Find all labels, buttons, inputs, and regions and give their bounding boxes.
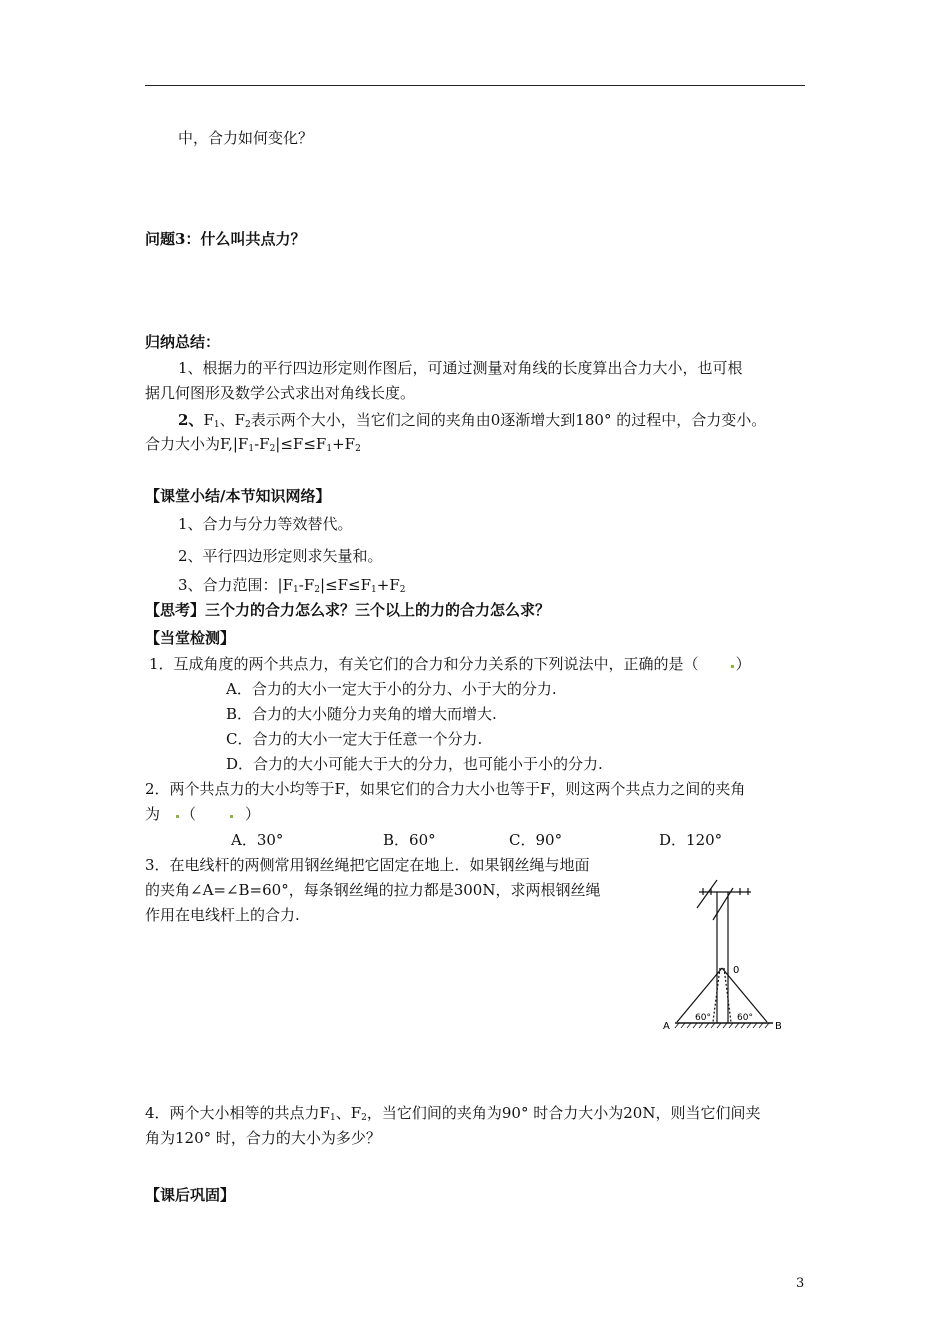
label-a: A	[663, 1021, 670, 1032]
class-summary-item-1: 1、合力与分力等效替代。	[178, 515, 353, 533]
answer-blank-marker	[176, 815, 179, 818]
text-line: 中，合力如何变化？	[178, 129, 314, 147]
question-2-option-a: A．30°	[231, 831, 284, 849]
question-4-cont: 角为120° 时，合力的大小为多少？	[145, 1129, 381, 1147]
check-heading: 【当堂检测】	[145, 629, 236, 647]
question-2-option-c: C．90°	[509, 831, 563, 849]
angle-a-label: 60°	[695, 1013, 711, 1023]
page-number: 3	[796, 1276, 805, 1291]
summary-item-2: 2、$F_1$、$F_2$表示两个大小，当它们之间的夹角由0逐渐增大到180° 的过程中，合力变小。	[178, 411, 767, 430]
question-1-option-b: B．合力的大小随分力夹角的增大而增大.	[226, 705, 497, 723]
question-2-cont: 为 （ ）	[145, 805, 261, 823]
class-summary-heading: 【课堂小结/本节知识网络】	[145, 487, 331, 505]
angle-b-label: 60°	[737, 1013, 753, 1023]
question-1: 1．互成角度的两个共点力，有关它们的合力和分力关系的下列说法中，正确的是（ ）	[149, 655, 751, 673]
question-2: 2．两个共点力的大小均等于F，如果它们的合力大小也等于F，则这两个共点力之间的夹角	[145, 780, 746, 798]
label-b: B	[775, 1021, 782, 1032]
question-3: 3．在电线杆的两侧常用钢丝绳把它固定在地上．如果钢丝绳与地面	[145, 856, 590, 874]
header-rule	[145, 85, 805, 86]
question-2-option-b: B．60°	[383, 831, 436, 849]
pole-diagram	[655, 870, 795, 1040]
summary-item-1-cont: 据几何图形及数学公式求出对角线长度。	[145, 384, 416, 402]
question-3-cont: 的夹角∠A=∠B=60°，每条钢丝绳的拉力都是300N，求两根钢丝绳	[145, 881, 601, 899]
summary-item-2-number: 2、	[178, 411, 204, 429]
think-prompt: 【思考】三个力的合力怎么求？三个以上的力的合力怎么求？	[145, 601, 551, 619]
question-1-option-d: D．合力的大小可能大于大的分力，也可能小于小的分力.	[226, 755, 603, 773]
summary-heading: 归纳总结：	[145, 333, 221, 351]
class-summary-item-3: 3、合力范围：$|F_1-F_2|\le F\le F_1+F_2$	[178, 576, 406, 595]
label-o: 0	[733, 965, 740, 976]
question-3-heading: 问题3：什么叫共点力？	[145, 230, 306, 248]
question-3-cont: 作用在电线杆上的合力.	[145, 906, 300, 924]
class-summary-item-2: 2、平行四边形定则求矢量和。	[178, 547, 383, 565]
after-class-heading: 【课后巩固】	[145, 1186, 236, 1204]
answer-blank-marker	[731, 665, 734, 668]
resultant-range-formula: 合力大小为$F,|F_1-F_2|\le F\le F_1+F_2$	[145, 435, 361, 454]
question-1-option-a: A．合力的大小一定大于小的分力、小于大的分力.	[226, 680, 557, 698]
answer-blank-marker	[230, 815, 233, 818]
summary-item-1: 1、根据力的平行四边形定则作图后，可通过测量对角线的长度算出合力大小，也可根	[178, 359, 743, 377]
question-1-option-c: C．合力的大小一定大于任意一个分力.	[226, 730, 483, 748]
question-4: 4．两个大小相等的共点力$F_1$、$F_2$，当它们间的夹角为90° 时合力大小为20N，则当它们间夹	[145, 1104, 761, 1123]
question-2-option-d: D．120°	[659, 831, 723, 849]
